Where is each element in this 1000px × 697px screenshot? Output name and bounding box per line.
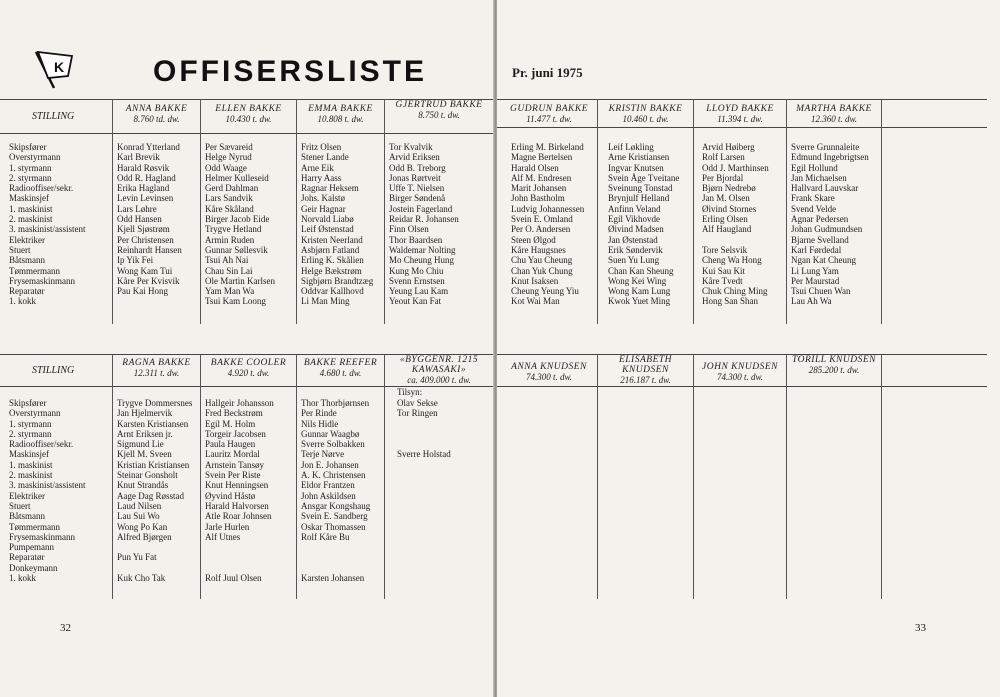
list-item: Svein Åge Tveitane [608,172,680,183]
list-item: Kristian Kristiansen [117,459,190,470]
list-item: Tømmermann [9,521,60,532]
rule [497,386,987,387]
ship-header-john-knudsen: JOHN KNUDSEN 74.300 t. dw. [702,362,778,382]
list-item [397,491,493,501]
list-item: Svein E. Omland [511,214,573,225]
list-item: Laud Nilsen [117,500,162,511]
ship-header-martha-bakke: MARTHA BAKKE 12.360 t. dw. [796,104,872,124]
list-item: Sverre Solbakken [301,439,365,450]
list-item: 3. maskinist/assistent [9,480,86,491]
list-item [117,563,200,573]
crew-list [511,142,597,307]
list-item: Li Lung Yam [791,265,839,276]
list-item: Wong Kam Tui [117,265,173,276]
list-item: 2. maskinist [9,470,53,481]
list-item: Li Man Ming [301,296,350,307]
list-item [397,573,493,583]
list-item: Levin Levinsen [117,193,174,204]
date-label: Pr. juni 1975 [512,65,583,80]
list-item: Tor Ringen [397,408,438,419]
list-item: Yeung Lau Kam [389,286,449,297]
list-item: John Bastholm [511,193,565,204]
list-item [397,470,493,480]
list-item: Alf Haugland [702,224,752,235]
list-item: Marit Johansen [511,183,567,194]
column-divider [597,354,598,599]
crew-list [117,142,200,307]
list-item: Knut Isaksen [511,275,559,286]
list-item: Kåre Skåland [205,203,254,214]
list-item: Harry Aass [301,172,342,183]
list-item: Odd B. Treborg [389,162,446,173]
list-item: Lau Ah Wa [791,296,832,307]
list-item: Harald Halvorsen [205,500,269,511]
list-item: Gunnar Waagbø [301,428,360,439]
list-item: Alfred Bjørgen [117,531,172,542]
list-item: Øivind Madsen [608,224,664,235]
list-item: Maskinsjef [9,193,49,204]
list-item: Armin Ruden [205,234,255,245]
list-item: Chan Yuk Chung [511,265,573,276]
list-item: Atle Roar Johnsen [205,511,272,522]
list-item: Arvid Eriksen [389,152,440,163]
list-item: Chu Yau Cheung [511,255,573,266]
ship-header-byggenr-1215: «BYGGENR. 1215 KAWASAKI» ca. 409.000 t. dw. [399,355,479,385]
list-item [301,563,384,573]
list-item: Arvid Høiberg [702,142,755,152]
list-item: Egil M. Holm [205,418,256,429]
list-item: Yeout Kan Fat [389,296,442,307]
list-item: Jostein Fagerland [389,203,453,214]
crew-list [205,142,296,307]
list-item: Birger Søndenå [389,193,446,204]
column-divider [200,99,201,324]
list-item: Waldemar Nolting [389,244,456,255]
list-item [205,563,296,573]
list-item: Frank Skare [791,193,835,204]
list-item: Ip Yik Fei [117,255,154,266]
list-item: Mo Cheung Hung [389,255,454,266]
stilling-header: STILLING [32,111,75,122]
column-divider [384,99,385,324]
column-divider [693,354,694,599]
column-divider [786,99,787,324]
list-item: Eldor Frantzen [301,480,355,491]
list-item: Hong San Shan [702,296,758,307]
list-item: A. K. Christensen [301,470,366,481]
column-divider [200,354,201,599]
role-list-top [9,142,86,307]
column-divider [881,99,882,324]
list-item [117,296,200,306]
list-item: Terje Nørve [301,449,345,460]
column-divider [112,99,113,324]
list-item: Oskar Thomassen [301,521,366,532]
list-item: Ragnar Heksem [301,183,359,194]
list-item: Kung Mo Chiu [389,265,444,276]
list-item: Alf Utnes [205,531,241,542]
list-item: Per Christensen [117,234,174,245]
list-item: Leif Løkling [608,142,654,152]
list-item: Per Rinde [301,408,337,419]
column-divider [296,354,297,599]
list-item: Båtsmann [9,255,45,266]
list-item: Yam Man Wa [205,286,255,297]
list-item: Tsui Kam Loong [205,296,266,307]
list-item: Karl Brevik [117,152,160,163]
list-item: Reparatør [9,286,45,297]
list-item: Frysemaskinmann [9,275,75,286]
list-item: Tsui Chuen Wan [791,286,851,297]
list-item: Sverre Grunnaleite [791,142,860,152]
list-item: Sveinung Tonstad [608,183,673,194]
list-item: Kot Wai Man [511,296,560,307]
list-item: Konrad Ytterland [117,142,180,152]
list-item: Alf M. Endresen [511,172,572,183]
list-item: Cheng Wa Hong [702,255,762,266]
list-item: Olav Sekse [397,398,438,408]
list-item: Lau Sui Wo [117,511,160,522]
list-item: Hallgeir Johansson [205,398,274,408]
list-item: Kristen Neerland [301,234,363,245]
list-item: Per Maurstad [791,275,840,286]
list-item: Geir Hagnar [301,203,346,214]
list-item: Wong Kei Wing [608,275,667,286]
list-item: Karsten Johansen [301,573,365,584]
list-item [117,542,200,552]
list-item [397,501,493,511]
list-item: Stuert [9,500,31,511]
list-item: Karl Førdedal [791,244,842,255]
list-item: Tore Selsvik [702,244,748,255]
list-item: Ingvar Knutsen [608,162,664,173]
list-item: Fritz Olsen [301,142,342,152]
list-item: 1. styrmann [9,418,52,429]
list-item: Helmer Kulleseid [205,172,269,183]
list-item: Egil Hollund [791,162,838,173]
crew-list [301,398,384,583]
list-item [397,563,493,573]
ship-header-bakke-cooler: BAKKE COOLER 4.920 t. dw. [210,358,287,378]
list-item: Radiooffiser/sekr. [9,439,74,450]
list-item: Gerd Dahlman [205,183,259,194]
list-item: 1. maskinist [9,459,53,470]
list-item [397,532,493,542]
ship-header-anna-bakke: ANNA BAKKE 8.760 td. dw. [125,104,188,124]
list-item: Egil Vikhovde [608,214,661,225]
list-item: Magne Bertelsen [511,152,573,163]
column-divider [384,354,385,599]
list-item: Pun Yu Fat [117,552,157,563]
list-item [702,235,786,245]
list-item: Arne Kristiansen [608,152,670,163]
role-list-bottom [9,398,86,583]
ship-header-ragna-bakke: RAGNA BAKKE 12.311 t. dw. [122,358,191,378]
list-item: Ngan Kat Cheung [791,255,856,266]
list-item: Finn Olsen [389,224,429,235]
list-item: Karsten Kristiansen [117,418,189,429]
list-item: Thor Thorbjørnsen [301,398,370,408]
list-item: Nils Hidle [301,418,339,429]
list-item: Trygve Dommersnes [117,398,193,408]
company-flag-logo [32,46,78,90]
crew-list [389,142,493,307]
list-item: Radiooffiser/sekr. [9,183,74,194]
list-item: Suen Yu Lung [608,255,660,266]
list-item: Lars Løhre [117,203,157,214]
list-item: Sigmund Lie [117,439,164,450]
list-item: Pau Kai Hong [117,286,168,297]
list-item: Ansgar Kongshaug [301,500,371,511]
list-item: Per O. Andersen [511,224,571,235]
list-item: Steen Ølgod [511,234,556,245]
list-item: Odd Hansen [117,214,162,225]
list-item: Stuert [9,244,31,255]
list-item: Svend Velde [791,203,837,214]
list-item: Tømmermann [9,265,60,276]
list-item: Fred Beckstrøm [205,408,263,419]
list-item: Bjarne Svelland [791,234,849,245]
list-item: Wong Kam Lung [608,286,671,297]
list-item: Jan Michaelsen [791,172,847,183]
list-item: Chuk Ching Ming [702,286,768,297]
column-divider [296,99,297,324]
list-item: 2. styrmann [9,172,52,183]
list-item: Svein E. Sandberg [301,511,368,522]
list-item: Elektriker [9,490,45,501]
list-item: Erling M. Birkeland [511,142,584,152]
list-item: Reparatør [9,552,45,563]
list-item: 2. maskinist [9,214,53,225]
list-item [397,552,493,562]
ship-header-torill-knudsen: TORILL KNUDSEN 285.200 t. dw. [792,355,876,375]
list-item: Jonas Rørtveit [389,172,441,183]
list-item: Bjørn Nedrebø [702,183,756,194]
list-item [397,439,493,449]
column-divider [693,99,694,324]
ship-header-kristin-bakke: KRISTIN BAKKE 10.460 t. dw. [608,104,683,124]
list-item: Harald Olsen [511,162,559,173]
rule [0,133,495,134]
list-item: Skipsfører [9,398,47,408]
list-item: Rolf Kåre Bu [301,531,350,542]
list-item [397,511,493,521]
list-item: Knut Henningsen [205,480,269,491]
tilsyn-label: Tilsyn: [397,387,423,397]
list-item: Ole Martin Karlsen [205,275,275,286]
list-item: Edmund Ingebrigtsen [791,152,869,163]
column-divider [786,354,787,599]
list-item: Rolf Larsen [702,152,745,163]
list-item [301,552,384,562]
list-item: 1. styrmann [9,162,52,173]
ship-header-gjertrud-bakke: GJERTRUD BAKKE 8.750 t. dw. [395,100,483,120]
crew-list [702,142,786,307]
list-item [397,480,493,490]
list-item: Arnstein Tansøy [205,459,264,470]
crew-list [608,142,693,307]
list-item: Thor Baardsen [389,234,443,245]
list-item: Donkeymann [9,562,58,573]
list-item: Jan Hjelmervik [117,408,173,419]
list-item: Erika Hagland [117,183,170,194]
list-item: Ludvig Johannessen [511,203,585,214]
list-item: Hallvard Lauvskar [791,183,859,194]
list-item: Arnt Eriksen jr. [117,428,173,439]
column-divider [881,354,882,599]
list-item: Sverre Holstad [397,449,451,460]
list-item: Øyvind Håstø [205,490,256,501]
list-item: Frysemaskinmann [9,531,75,542]
right-page [497,0,1000,697]
stilling-header: STILLING [32,365,75,376]
list-item: Jarle Hurlen [205,521,250,532]
column-divider [597,99,598,324]
svg-text:K: K [54,59,65,75]
list-item: Kuk Cho Tak [117,573,166,584]
ship-header-elisabeth-knudsen: ELISABETH KNUDSEN 216.187 t. dw. [618,355,673,385]
list-item: Reidar R. Johansen [389,214,459,225]
list-item: Birger Jacob Eide [205,214,270,225]
page-title: OFFISERSLISTE [153,55,428,88]
list-item: Anfinn Veland [608,203,661,214]
crew-list [117,398,200,583]
list-item: Kjell M. Sveen [117,449,172,460]
list-item: Leif Østenstad [301,224,354,235]
list-item: Jon E. Johansen [301,459,359,470]
list-item: Kjell Sjøstrøm [117,224,170,235]
list-item: Svenn Ernstsen [389,275,445,286]
list-item: 2. styrmann [9,428,52,439]
list-item: Erik Søndervik [608,244,663,255]
list-item: Chau Sin Lai [205,265,253,276]
crew-list [791,142,881,307]
list-item [205,552,296,562]
list-item: 1. kokk [9,296,36,307]
list-item: 1. maskinist [9,203,53,214]
list-item: Paula Haugen [205,439,256,450]
list-item: Gunnar Søllesvik [205,244,268,255]
list-item: Kui Sau Kit [702,265,746,276]
list-item: Erling K. Skålien [301,255,364,266]
list-item: Helge Nyrud [205,152,252,163]
list-item: Tsui Ah Nai [205,255,249,266]
list-item: Kåre Per Kvisvik [117,275,180,286]
list-item: Maskinsjef [9,449,49,460]
list-item: Stener Lande [301,152,349,163]
list-item: Wong Po Kan [117,521,168,532]
list-item [301,542,384,552]
list-item: Oddvar Kallhovd [301,286,364,297]
ship-header-anna-knudsen: ANNA KNUDSEN 74.300 t. dw. [511,362,587,382]
list-item: Arne Eik [301,162,334,173]
list-item: Harald Røsvik [117,162,170,173]
list-item: Kåre Haugsnes [511,244,566,255]
rule [497,99,987,100]
list-item: Erling Olsen [702,214,748,225]
list-item: Asbjørn Fatland [301,244,360,255]
rule [497,354,987,355]
list-item: Uffe T. Nielsen [389,183,445,194]
list-item [397,429,493,439]
list-item: Elektriker [9,234,45,245]
list-item: Jan M. Olsen [702,193,750,204]
list-item: Cheung Yeung Yiu [511,286,579,297]
list-item: Per Sævareid [205,142,253,152]
list-item: Pumpemann [9,542,54,553]
list-item: Agnar Pedersen [791,214,849,225]
ship-header-lloyd-bakke: LLOYD BAKKE 11.394 t. dw. [706,104,774,124]
list-item: Chan Kan Sheung [608,265,674,276]
list-item [397,419,493,429]
ship-header-emma-bakke: EMMA BAKKE 10.808 t. dw. [308,104,373,124]
list-item: Skipsfører [9,142,47,152]
list-item: Knut Strandås [117,480,169,491]
list-item: Norvald Liabø [301,214,354,225]
list-item: John Askildsen [301,490,356,501]
list-item: Kwok Yuet Ming [608,296,671,307]
rule [497,127,987,128]
crew-list [205,398,296,583]
list-item: Reinhardt Hansen [117,244,182,255]
list-item: Johan Gudmundsen [791,224,863,235]
page-number: 33 [915,622,926,634]
list-item: Aage Dag Røsstad [117,490,184,501]
crew-list [397,398,493,583]
ship-header-gudrun-bakke: GUDRUN BAKKE 11.477 t. dw. [509,104,589,124]
list-item [397,522,493,532]
list-item: 1. kokk [9,573,36,584]
ship-header-bakke-reefer: BAKKE REEFER 4.680 t. dw. [303,358,378,378]
list-item: Båtsmann [9,511,45,522]
list-item [205,542,296,552]
list-item: Overstyrmann [9,408,61,419]
list-item: Sigbjørn Brandtzæg [301,275,374,286]
list-item: Brynjulf Helland [608,193,670,204]
left-page [0,0,495,697]
list-item: 3. maskinist/assistent [9,224,86,235]
list-item: Øivind Stornes [702,203,757,214]
list-item: Svein Per Riste [205,470,261,481]
list-item: Lars Sandvik [205,193,253,204]
list-item: Per Bjordal [702,172,744,183]
list-item: Helge Bækstrøm [301,265,362,276]
list-item: Rolf Juul Olsen [205,573,262,584]
list-item: Lauritz Mordal [205,449,260,460]
ship-header-ellen-bakke: ELLEN BAKKE 10.430 t. dw. [215,104,282,124]
list-item: Odd R. Hagland [117,172,176,183]
crew-list [301,142,384,307]
list-item: Trygve Hetland [205,224,262,235]
list-item: Kåre Tvedt [702,275,743,286]
list-item: Jan Østenstad [608,234,658,245]
list-item [397,460,493,470]
list-item: Torgeir Jacobsen [205,428,266,439]
page-number: 32 [60,622,71,634]
list-item: Odd J. Marthinsen [702,162,769,173]
column-divider [112,354,113,599]
list-item: Odd Waage [205,162,247,173]
list-item: Steinar Gonsholt [117,470,178,481]
list-item: Johs. Kalstø [301,193,346,204]
list-item: Tor Kvalvik [389,142,433,152]
list-item [397,542,493,552]
list-item: Overstyrmann [9,152,61,163]
